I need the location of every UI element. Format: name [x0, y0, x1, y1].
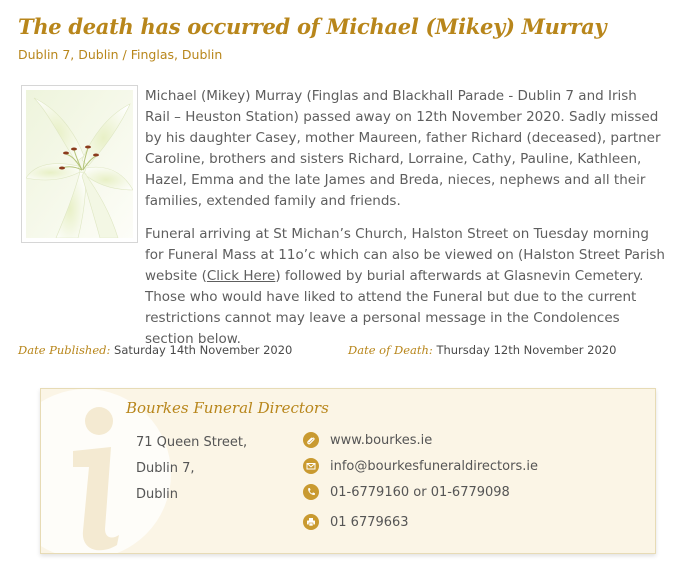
- deceased-photo: [21, 85, 138, 243]
- contact-fax: [303, 509, 538, 535]
- contact-phone: [303, 479, 538, 505]
- date-published: [18, 343, 292, 357]
- date-of-death-label: Date of Death:: [348, 343, 433, 357]
- notice-paragraph-2-end: ) followed by burial afterwards at Glasnevin Cemetery. Those who would have liked to attend the Funeral but due to the current restrictions cannot may leave a personal message in the Condolences section below.: [145, 268, 644, 347]
- paperclip-icon: [303, 432, 319, 448]
- phone-icon: [303, 484, 319, 500]
- contact-email: [303, 453, 538, 479]
- fax-number: 01 6779663: [330, 514, 409, 530]
- contact-website: [303, 427, 538, 453]
- website-link[interactable]: www.bourkes.ie: [330, 432, 433, 448]
- notice-paragraph-1: Michael (Mikey) Murray (Finglas and Blackhall Parade - Dublin 7 and Irish Rail – Heuston Station) passed away on 12th November 2020. Sadly missed by his daughter Casey, mother Maureen, father Richard (deceased), partner Caroline, brothers and sisters Richard, Lorraine, Cathy, Pauline, Kathleen, Hazel, Emma and the late James and Breda, nieces, nephews and all their families, extended family and friends.: [145, 88, 661, 209]
- funeral-director-name: Bourkes Funeral Directors: [126, 399, 329, 417]
- funeral-director-contacts: [303, 427, 538, 535]
- notice-text: [145, 86, 665, 362]
- address-line: Dublin: [136, 487, 178, 502]
- parish-website-link[interactable]: Click Here: [206, 268, 276, 284]
- notice-location: Dublin 7, Dublin / Finglas, Dublin: [18, 47, 223, 62]
- phone-numbers: 01-6779160 or 01-6779098: [330, 484, 510, 500]
- white-lily-photo: [26, 90, 133, 238]
- funeral-director-card: [40, 388, 656, 554]
- notice-paragraph-2-start: Funeral arriving at St Michan’s Church, Halston Street on Tuesday morning for Funeral Mass at 11o’c which can also be viewed on (Halston Street Parish website (: [145, 226, 665, 284]
- date-published-label: Date Published:: [18, 343, 111, 357]
- fax-icon: [303, 514, 319, 530]
- address-line: Dublin 7,: [136, 461, 195, 476]
- date-of-death-value: Thursday 12th November 2020: [436, 343, 617, 357]
- date-of-death: [348, 343, 616, 357]
- address-line: 71 Queen Street,: [136, 435, 248, 450]
- notice-title: The death has occurred of Michael (Mikey) Murray: [18, 14, 607, 39]
- funeral-director-address: [136, 430, 247, 508]
- email-link[interactable]: info@bourkesfuneraldirectors.ie: [330, 458, 538, 474]
- date-published-value: Saturday 14th November 2020: [114, 343, 293, 357]
- envelope-icon: [303, 458, 319, 474]
- notice-paragraph-2: [145, 224, 665, 350]
